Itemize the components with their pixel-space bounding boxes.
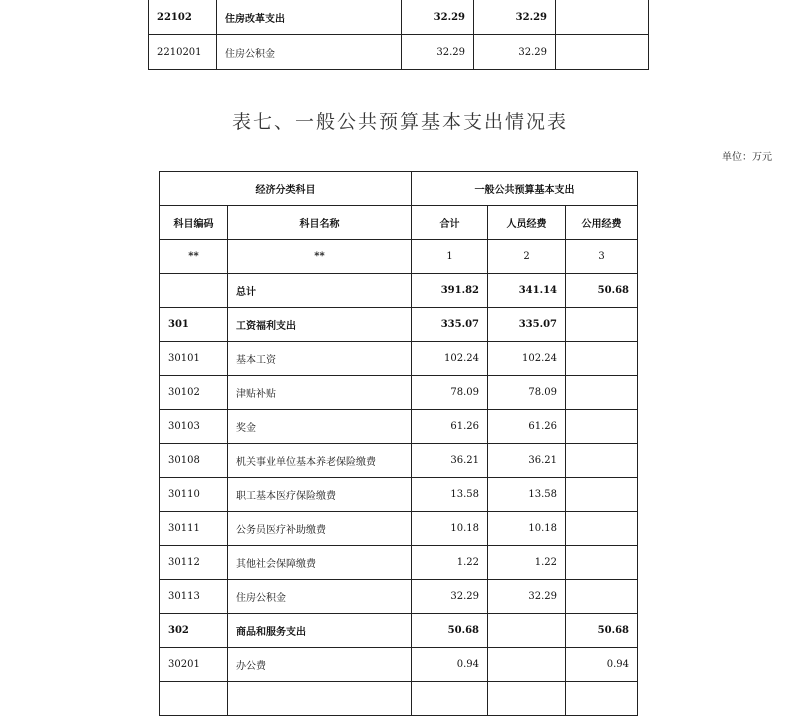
- cell-basic: 32.29: [474, 0, 556, 35]
- cell-personnel: 102.24: [488, 342, 566, 376]
- cell-name: 住房改革支出: [217, 0, 402, 35]
- cell-total: 32.29: [402, 35, 474, 70]
- header-economic-classification: 经济分类科目: [160, 172, 412, 206]
- cell-total: 1.22: [412, 546, 488, 580]
- cell-code: 22102: [149, 0, 217, 35]
- cell-code: 301: [160, 308, 228, 342]
- cell-public: [566, 376, 638, 410]
- basic-expenditure-table: [159, 171, 638, 716]
- cell-total: 0.94: [412, 648, 488, 682]
- cell-name: 住房公积金: [217, 35, 402, 70]
- cell-personnel: 341.14: [488, 274, 566, 308]
- table-row: [160, 648, 638, 682]
- cell-basic: 32.29: [474, 35, 556, 70]
- cell-personnel: [488, 614, 566, 648]
- cell-total: 50.68: [412, 614, 488, 648]
- cell-code: 302: [160, 614, 228, 648]
- header-general-budget-basic: 一般公共预算基本支出: [412, 172, 638, 206]
- cell-code: 30113: [160, 580, 228, 614]
- cell-public: [566, 512, 638, 546]
- cell-name: 机关事业单位基本养老保险缴费: [228, 444, 412, 478]
- cell-total: 36.21: [412, 444, 488, 478]
- cell-total: 61.26: [412, 410, 488, 444]
- cell-total: 391.82: [412, 274, 488, 308]
- cell-name: 工资福利支出: [228, 308, 412, 342]
- cell-name: 职工基本医疗保险缴费: [228, 478, 412, 512]
- cell-code: 30103: [160, 410, 228, 444]
- cell-public: 50.68: [566, 274, 638, 308]
- table-row: [149, 0, 649, 35]
- header-code: 科目编码: [160, 206, 228, 240]
- cell-name: 基本工资: [228, 342, 412, 376]
- cell-personnel: 13.58: [488, 478, 566, 512]
- table-row: [160, 478, 638, 512]
- cell-name: 商品和服务支出: [228, 614, 412, 648]
- cell-personnel: 61.26: [488, 410, 566, 444]
- cell-code: 30111: [160, 512, 228, 546]
- table-row: [160, 274, 638, 308]
- cell-personnel: 10.18: [488, 512, 566, 546]
- previous-table-fragment: [148, 0, 649, 70]
- cell-total: 32.29: [412, 580, 488, 614]
- cell-total: 10.18: [412, 512, 488, 546]
- header-personnel: 人员经费: [488, 206, 566, 240]
- cell-code: 30108: [160, 444, 228, 478]
- cell-name: 公务员医疗补助缴费: [228, 512, 412, 546]
- cell-public: [566, 410, 638, 444]
- cell-public: [566, 444, 638, 478]
- cell-personnel: 78.09: [488, 376, 566, 410]
- unit-label: 单位：万元: [722, 152, 772, 163]
- cell-total: 78.09: [412, 376, 488, 410]
- cell-total: 102.24: [412, 342, 488, 376]
- table-row: [160, 376, 638, 410]
- header-total: 合计: [412, 206, 488, 240]
- cell-personnel: 1.22: [488, 546, 566, 580]
- cell-public: 0.94: [566, 648, 638, 682]
- cell-code: 30110: [160, 478, 228, 512]
- table-row: [149, 35, 649, 70]
- index-personnel: 2: [488, 240, 566, 274]
- cell-public: [566, 478, 638, 512]
- table-row: [160, 580, 638, 614]
- table-row: [160, 512, 638, 546]
- table-row: [160, 308, 638, 342]
- index-public: 3: [566, 240, 638, 274]
- index-code: **: [160, 240, 228, 274]
- cell-public: [566, 342, 638, 376]
- cell-code: 2210201: [149, 35, 217, 70]
- cell-total: 32.29: [402, 0, 474, 35]
- index-total: 1: [412, 240, 488, 274]
- cell-code: 30112: [160, 546, 228, 580]
- cell-total: 335.07: [412, 308, 488, 342]
- cell-personnel: 32.29: [488, 580, 566, 614]
- cell-public: [566, 580, 638, 614]
- cell-public: 50.68: [566, 614, 638, 648]
- cell-personnel: 335.07: [488, 308, 566, 342]
- cell-name: 津贴补贴: [228, 376, 412, 410]
- header-public: 公用经费: [566, 206, 638, 240]
- table-row: [160, 614, 638, 648]
- cell-code: 30102: [160, 376, 228, 410]
- index-name: **: [228, 240, 412, 274]
- table-row: [160, 444, 638, 478]
- cell-public: [566, 546, 638, 580]
- header-column-row: [160, 206, 638, 240]
- header-group-row: [160, 172, 638, 206]
- cell-public: [566, 308, 638, 342]
- table-row: [160, 546, 638, 580]
- cell-name: 办公费: [228, 648, 412, 682]
- cell-project: [556, 0, 649, 35]
- cell-project: [556, 35, 649, 70]
- cell-total: 13.58: [412, 478, 488, 512]
- cell-name: 奖金: [228, 410, 412, 444]
- cell-code: 30201: [160, 648, 228, 682]
- page-title: 表七、一般公共预算基本支出情况表: [231, 111, 568, 133]
- header-name: 科目名称: [228, 206, 412, 240]
- cell-code: [160, 274, 228, 308]
- table-row: [160, 342, 638, 376]
- cell-personnel: [488, 648, 566, 682]
- header-index-row: [160, 240, 638, 274]
- cell-name: 住房公积金: [228, 580, 412, 614]
- table-row: [160, 410, 638, 444]
- cell-personnel: 36.21: [488, 444, 566, 478]
- cell-name: 其他社会保障缴费: [228, 546, 412, 580]
- cell-name: 总计: [228, 274, 412, 308]
- cell-code: 30101: [160, 342, 228, 376]
